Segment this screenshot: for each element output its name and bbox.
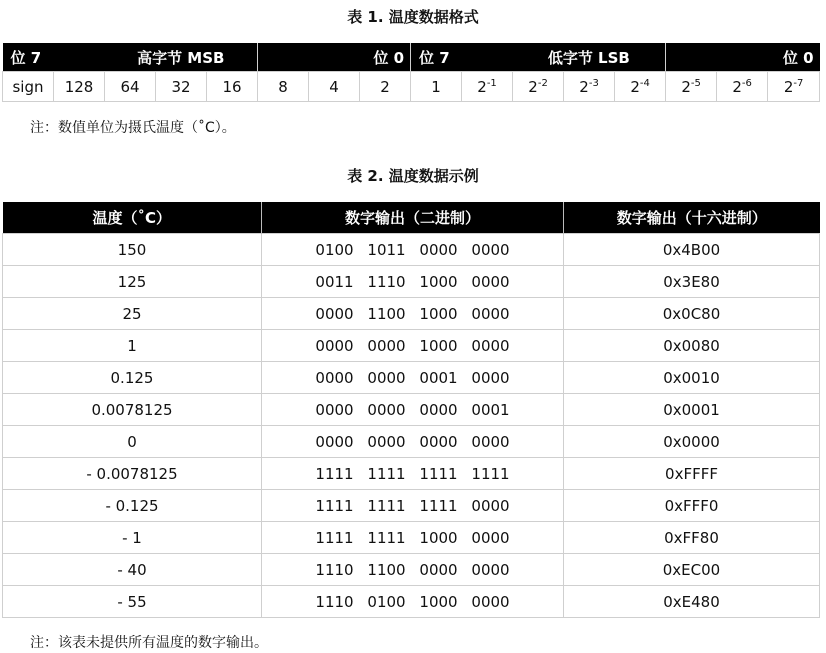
bit-weight-cell: 1 xyxy=(411,72,462,102)
binary-nibble: 1100 xyxy=(367,304,406,323)
temperature-cell: - 1 xyxy=(3,522,262,554)
binary-nibble: 1000 xyxy=(419,304,458,323)
binary-nibble: 1111 xyxy=(419,464,458,483)
bit-weight-cell: $2^{-5}$ xyxy=(666,72,717,102)
binary-nibble: 0000 xyxy=(367,368,406,387)
table-row xyxy=(3,234,820,266)
lsb-bit7-label: 位 7 xyxy=(411,43,513,72)
binary-nibble: 1111 xyxy=(471,464,510,483)
binary-nibble: 0000 xyxy=(367,400,406,419)
msb-bit0-label: 位 0 xyxy=(258,43,411,72)
bit-weight-cell: $2^{-2}$ xyxy=(513,72,564,102)
binary-nibble: 0000 xyxy=(315,304,354,323)
lsb-bit0-label: 位 0 xyxy=(666,43,820,72)
msb-label: 高字节 MSB xyxy=(105,43,258,72)
table-row xyxy=(3,330,820,362)
binary-nibble: 1111 xyxy=(419,496,458,515)
hex-cell: 0xFFFF xyxy=(564,458,820,490)
binary-nibble: 0000 xyxy=(471,368,510,387)
binary-cell xyxy=(262,490,564,522)
bit-weight-cell: $2^{-1}$ xyxy=(462,72,513,102)
binary-nibble: 1111 xyxy=(367,464,406,483)
hex-cell: 0x0080 xyxy=(564,330,820,362)
bit-weight-cell: 2 xyxy=(360,72,411,102)
bit-weight-cell: 32 xyxy=(156,72,207,102)
hex-cell: 0x4B00 xyxy=(564,234,820,266)
binary-nibble: 0000 xyxy=(315,432,354,451)
bit-weight-cell: $2^{-3}$ xyxy=(564,72,615,102)
binary-cell xyxy=(262,330,564,362)
temperature-cell: 0.0078125 xyxy=(3,394,262,426)
binary-nibble: 0000 xyxy=(471,432,510,451)
binary-nibble: 1111 xyxy=(315,528,354,547)
temperature-cell: - 0.125 xyxy=(3,490,262,522)
table-row xyxy=(3,554,820,586)
binary-nibble: 0000 xyxy=(471,496,510,515)
binary-nibble: 1110 xyxy=(367,272,406,291)
binary-nibble: 0000 xyxy=(315,368,354,387)
binary-nibble: 0000 xyxy=(419,400,458,419)
binary-cell xyxy=(262,234,564,266)
hex-cell: 0x0C80 xyxy=(564,298,820,330)
binary-nibble: 0000 xyxy=(367,336,406,355)
temp-column-header: 温度（˚C） xyxy=(3,202,262,234)
table-row xyxy=(3,426,820,458)
binary-nibble: 0000 xyxy=(471,336,510,355)
binary-nibble: 0000 xyxy=(419,560,458,579)
binary-cell xyxy=(262,362,564,394)
binary-cell xyxy=(262,586,564,618)
binary-nibble: 1110 xyxy=(315,560,354,579)
binary-cell xyxy=(262,554,564,586)
table-row xyxy=(3,394,820,426)
binary-nibble: 1000 xyxy=(419,528,458,547)
binary-nibble: 0100 xyxy=(315,240,354,259)
hex-cell: 0xEC00 xyxy=(564,554,820,586)
msb-bit7-label: 位 7 xyxy=(3,43,105,72)
binary-nibble: 0000 xyxy=(367,432,406,451)
table1-caption: 表 1. 温度数据格式 xyxy=(347,8,479,26)
binary-nibble: 1110 xyxy=(315,592,354,611)
hex-cell: 0x0000 xyxy=(564,426,820,458)
binary-nibble: 0000 xyxy=(471,304,510,323)
binary-nibble: 1111 xyxy=(367,528,406,547)
temperature-cell: - 0.0078125 xyxy=(3,458,262,490)
binary-nibble: 0000 xyxy=(471,272,510,291)
temperature-cell: 0 xyxy=(3,426,262,458)
table1-header-row xyxy=(3,43,820,72)
binary-nibble: 1000 xyxy=(419,272,458,291)
bit-weight-cell: sign xyxy=(3,72,54,102)
temperature-cell: 0.125 xyxy=(3,362,262,394)
hex-cell: 0xFF80 xyxy=(564,522,820,554)
hex-column-header: 数字输出（十六进制） xyxy=(564,202,820,234)
lsb-label: 低字节 LSB xyxy=(513,43,666,72)
temperature-format-table xyxy=(2,43,820,102)
binary-nibble: 0000 xyxy=(315,336,354,355)
binary-nibble: 0000 xyxy=(471,592,510,611)
table2-header-row xyxy=(3,202,820,234)
table-row xyxy=(3,362,820,394)
binary-nibble: 0000 xyxy=(471,528,510,547)
bit-weight-cell: 16 xyxy=(207,72,258,102)
binary-cell xyxy=(262,426,564,458)
bit-weight-cell: 8 xyxy=(258,72,309,102)
binary-nibble: 1000 xyxy=(419,336,458,355)
temperature-cell: - 40 xyxy=(3,554,262,586)
table-row xyxy=(3,458,820,490)
bit-weight-cell: $2^{-4}$ xyxy=(615,72,666,102)
table1-note: 注：数值单位为摄氏温度（˚C）。 xyxy=(30,120,236,136)
binary-cell xyxy=(262,458,564,490)
temperature-cell: 125 xyxy=(3,266,262,298)
binary-nibble: 0000 xyxy=(471,560,510,579)
binary-column-header: 数字输出（二进制） xyxy=(262,202,564,234)
binary-nibble: 0100 xyxy=(367,592,406,611)
binary-nibble: 1011 xyxy=(367,240,406,259)
binary-nibble: 0001 xyxy=(471,400,510,419)
table-row xyxy=(3,298,820,330)
binary-nibble: 1100 xyxy=(367,560,406,579)
table2-caption: 表 2. 温度数据示例 xyxy=(347,167,479,185)
binary-nibble: 1000 xyxy=(419,592,458,611)
bit-weight-cell: 128 xyxy=(54,72,105,102)
temperature-cell: 150 xyxy=(3,234,262,266)
binary-nibble: 1111 xyxy=(367,496,406,515)
table1-bits-row xyxy=(3,72,820,102)
table2-note: 注：该表未提供所有温度的数字输出。 xyxy=(30,635,268,651)
hex-cell: 0xE480 xyxy=(564,586,820,618)
hex-cell: 0xFFF0 xyxy=(564,490,820,522)
table-row xyxy=(3,586,820,618)
hex-cell: 0x3E80 xyxy=(564,266,820,298)
binary-nibble: 0000 xyxy=(471,240,510,259)
binary-cell xyxy=(262,394,564,426)
temperature-cell: - 55 xyxy=(3,586,262,618)
hex-cell: 0x0001 xyxy=(564,394,820,426)
bit-weight-cell: $2^{-6}$ xyxy=(717,72,768,102)
binary-cell xyxy=(262,298,564,330)
bit-weight-cell: 64 xyxy=(105,72,156,102)
table-row xyxy=(3,266,820,298)
temperature-cell: 25 xyxy=(3,298,262,330)
temperature-examples-table xyxy=(2,202,820,618)
bit-weight-cell: $2^{-7}$ xyxy=(768,72,820,102)
hex-cell: 0x0010 xyxy=(564,362,820,394)
binary-cell xyxy=(262,522,564,554)
binary-nibble: 1111 xyxy=(315,496,354,515)
binary-nibble: 0000 xyxy=(419,240,458,259)
bit-weight-cell: 4 xyxy=(309,72,360,102)
binary-nibble: 1111 xyxy=(315,464,354,483)
binary-nibble: 0011 xyxy=(315,272,354,291)
binary-nibble: 0000 xyxy=(315,400,354,419)
temperature-cell: 1 xyxy=(3,330,262,362)
table-row xyxy=(3,490,820,522)
binary-nibble: 0001 xyxy=(419,368,458,387)
table-row xyxy=(3,522,820,554)
binary-nibble: 0000 xyxy=(419,432,458,451)
binary-cell xyxy=(262,266,564,298)
